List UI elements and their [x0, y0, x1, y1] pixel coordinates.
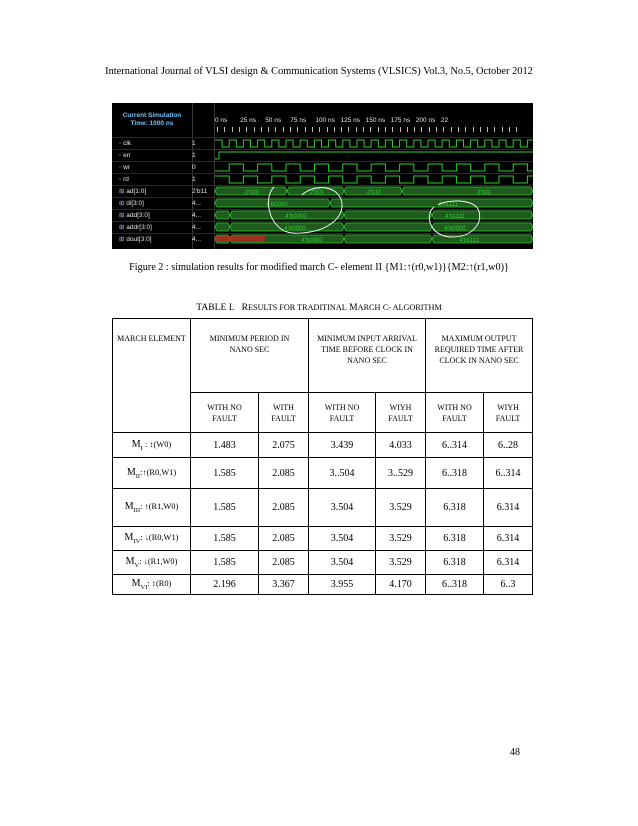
- bus-signal-icon: ⊞: [119, 200, 127, 207]
- signal-name-text: dout[3:0]: [126, 236, 152, 243]
- element-operations: : ↑(R1,W0): [140, 502, 179, 511]
- axis-tick-label: 200 ns: [415, 117, 436, 124]
- element-index: I: [140, 444, 143, 452]
- timing-value-cell: 1.483: [191, 433, 259, 458]
- timing-value-cell: 3..504: [309, 458, 376, 489]
- timing-value-cell: 6.318: [426, 551, 484, 575]
- table-title-r: R: [241, 302, 249, 313]
- element-operations: : ↓(R1,W0): [139, 557, 178, 566]
- header-max-output-required: MAXIMUM OUTPUT REQUIRED TIME AFTER CLOCK IN NANO SEC: [426, 319, 533, 393]
- signal-name-text: rd: [123, 176, 129, 183]
- bus-value-label: 4'b0000: [266, 202, 288, 208]
- bit-signal-icon: ◦: [119, 152, 124, 159]
- timing-value-cell: 3.504: [309, 489, 376, 527]
- axis-tick-label: 22: [440, 117, 449, 124]
- bus-segment: [344, 211, 432, 219]
- timing-value-cell: 2.085: [259, 458, 309, 489]
- bus-segment: [215, 223, 230, 231]
- rd-waveform: [215, 176, 533, 183]
- table-title-rest2: ARCH: [357, 303, 381, 312]
- signal-value: 1: [192, 140, 196, 147]
- table-title-rest1: ESULTS FOR TRADITINAL: [248, 303, 347, 312]
- signal-value: 4...: [192, 200, 202, 207]
- page-number: 48: [510, 747, 520, 758]
- simulation-waveform: [112, 103, 533, 249]
- axis-tick-label: 75 ns: [290, 117, 307, 124]
- signal-value: 4...: [192, 224, 202, 231]
- signal-value: 1: [192, 152, 196, 159]
- timing-value-cell: 6.318: [426, 489, 484, 527]
- axis-tick-label: 25 ns: [240, 117, 256, 124]
- axis-tick-label: 100 ns: [315, 117, 335, 124]
- bus-value-label: 2'b00: [244, 190, 260, 196]
- timing-value-cell: 1.585: [191, 551, 259, 575]
- bit-signal-icon: ◦: [119, 164, 124, 171]
- wr-waveform: [215, 164, 533, 171]
- bus-segment: [344, 223, 432, 231]
- element-operations: :↑(R0,W1): [140, 467, 177, 477]
- table-subheader-row: [113, 393, 533, 433]
- timing-value-cell: 1.585: [191, 489, 259, 527]
- timing-value-cell: 6..314: [426, 433, 484, 458]
- table-row: [113, 433, 533, 458]
- timing-value-cell: 2.085: [259, 489, 309, 527]
- axis-tick-label: 175 ns: [390, 117, 411, 124]
- signal-value: 2'b11: [192, 188, 208, 195]
- timing-value-cell: 3.504: [309, 527, 376, 551]
- march-element-cell: [113, 489, 191, 527]
- timing-value-cell: 3.529: [376, 489, 426, 527]
- timing-value-cell: 6..3: [484, 575, 533, 595]
- waveform-canvas: [112, 103, 533, 249]
- bus-segment: [402, 187, 533, 195]
- signal-value: 1: [192, 176, 196, 183]
- header-march-element-cont: [113, 393, 191, 433]
- bit-signal-icon: ◦: [119, 140, 124, 147]
- element-letter: M: [131, 438, 141, 450]
- table-body: [113, 433, 533, 595]
- timing-value-cell: 6.314: [484, 551, 533, 575]
- bus-signal-icon: ⊞: [119, 224, 127, 231]
- element-index: V: [134, 562, 140, 569]
- bus-value-label: 4'b1111: [445, 214, 465, 220]
- timing-value-cell: 3.439: [309, 433, 376, 458]
- bus-value-label: 4'b0000: [284, 226, 306, 232]
- signal-name-text: ad[1:0]: [126, 188, 147, 195]
- signal-name-text: wr: [123, 164, 130, 171]
- timing-value-cell: 2.085: [259, 527, 309, 551]
- header-min-period: MINIMUM PERIOD IN NANO SEC: [191, 319, 309, 393]
- subheader-cell: WITH NO FAULT: [309, 393, 376, 433]
- table-title: [0, 302, 638, 313]
- bus-signal-icon: ⊞: [119, 188, 127, 195]
- element-letter: M: [126, 466, 136, 478]
- timing-value-cell: 2.085: [259, 551, 309, 575]
- timing-value-cell: 6..318: [426, 458, 484, 489]
- timing-value-cell: 3.504: [309, 551, 376, 575]
- signal-name-text: addr[3:0]: [126, 224, 152, 231]
- march-element-cell: [113, 458, 191, 489]
- bus-segment: [330, 199, 533, 207]
- table-header-row: [113, 319, 533, 393]
- header-min-input-arrival: MINIMUM INPUT ARRIVAL TIME BEFORE CLOCK IN NANO SEC: [309, 319, 426, 393]
- clk-waveform: [215, 140, 533, 147]
- timing-value-cell: 6.314: [484, 527, 533, 551]
- element-operations: : ↕(W0): [142, 439, 172, 449]
- bus-signal-icon: ⊞: [119, 236, 127, 243]
- subheader-cell: WIYH FAULT: [376, 393, 426, 433]
- table-title-m: M: [349, 302, 358, 313]
- timing-value-cell: 1.585: [191, 458, 259, 489]
- error-segment: [215, 236, 265, 242]
- timing-value-cell: 3.529: [376, 527, 426, 551]
- march-element-cell: [113, 527, 191, 551]
- table-row: [113, 527, 533, 551]
- bus-signal-icon: ⊞: [119, 212, 127, 219]
- table-row: [113, 489, 533, 527]
- element-letter: M: [124, 532, 134, 543]
- element-letter: M: [124, 501, 134, 512]
- table-row: [113, 458, 533, 489]
- bus-segment: [432, 235, 533, 243]
- signal-value: 0: [192, 164, 196, 171]
- timing-value-cell: 4.170: [376, 575, 426, 595]
- signal-name-text: en: [123, 152, 131, 159]
- bus-segment: [344, 235, 432, 243]
- bus-value-label: 4'b0000: [301, 238, 323, 244]
- march-element-cell: [113, 551, 191, 575]
- timing-value-cell: 3.955: [309, 575, 376, 595]
- bus-value-label: 2'b10: [366, 190, 382, 196]
- table-label: TABLE I.: [196, 302, 235, 313]
- signal-name-text: add[3:0]: [126, 212, 150, 219]
- timing-value-cell: 2.075: [259, 433, 309, 458]
- bus-value-label: 2'b11: [476, 190, 492, 196]
- subheader-cell: WITH NO FAULT: [191, 393, 259, 433]
- march-element-cell: [113, 433, 191, 458]
- element-index: III: [133, 507, 141, 514]
- bus-value-label: 4'b1111: [459, 238, 479, 244]
- bus-value-label: 4'b0000: [444, 226, 466, 232]
- figure-caption: Figure 2 : simulation results for modified march C- element II {M1:↑(r0,w1)}{M2:↑(r1,w0)}: [129, 262, 509, 273]
- timing-value-cell: 6.314: [484, 489, 533, 527]
- timing-value-cell: 4.033: [376, 433, 426, 458]
- en-waveform: [215, 152, 533, 159]
- subheader-cell: WITH FAULT: [259, 393, 309, 433]
- subheader-cell: WITH NO FAULT: [426, 393, 484, 433]
- sim-title-line1: Current Simulation: [122, 112, 182, 119]
- journal-header: International Journal of VLSI design & Communication Systems (VLSICS) Vol.3, No.5, October 2012: [105, 66, 533, 77]
- element-operations: : ↕(R0): [147, 579, 172, 588]
- bit-signal-icon: ◦: [119, 176, 124, 183]
- axis-tick-label: 0 ns: [215, 117, 228, 124]
- timing-value-cell: 2.196: [191, 575, 259, 595]
- bus-value-label: 2'b01: [309, 190, 325, 196]
- bus-segment: [215, 211, 230, 219]
- axis-tick-label: 50 ns: [265, 117, 282, 124]
- element-letter: M: [131, 578, 141, 589]
- timing-value-cell: 1.585: [191, 527, 259, 551]
- element-index: II: [135, 472, 141, 480]
- signal-value: 4...: [192, 212, 202, 219]
- signal-name-text: di[3:0]: [126, 200, 144, 207]
- bus-value-label: 4'b1111: [438, 202, 458, 208]
- signal-name-text: clk: [123, 140, 132, 147]
- header-march-element: MARCH ELEMENT: [113, 319, 191, 393]
- timing-value-cell: 3.529: [376, 551, 426, 575]
- timing-value-cell: 6..318: [426, 575, 484, 595]
- table-row: [113, 575, 533, 595]
- table-row: [113, 551, 533, 575]
- march-element-cell: [113, 575, 191, 595]
- timing-value-cell: 3..529: [376, 458, 426, 489]
- signal-value: 4...: [192, 236, 202, 243]
- timing-value-cell: 3.367: [259, 575, 309, 595]
- axis-tick-label: 150 ns: [365, 117, 386, 124]
- timing-value-cell: 6..314: [484, 458, 533, 489]
- bus-value-label: 4'b0000: [285, 214, 307, 220]
- element-index: IV: [133, 538, 141, 545]
- element-operations: : ↓(R0,W1): [140, 533, 179, 542]
- results-table: [112, 318, 533, 595]
- sim-title-line2: Time: 1000 ns: [130, 120, 174, 127]
- element-letter: M: [125, 556, 135, 567]
- element-index: VI: [140, 584, 148, 591]
- axis-tick-label: 125 ns: [340, 117, 361, 124]
- table-title-c: C- ALGORITHM: [382, 303, 442, 312]
- subheader-cell: WIYH FAULT: [484, 393, 533, 433]
- timing-value-cell: 6.318: [426, 527, 484, 551]
- timing-value-cell: 6..28: [484, 433, 533, 458]
